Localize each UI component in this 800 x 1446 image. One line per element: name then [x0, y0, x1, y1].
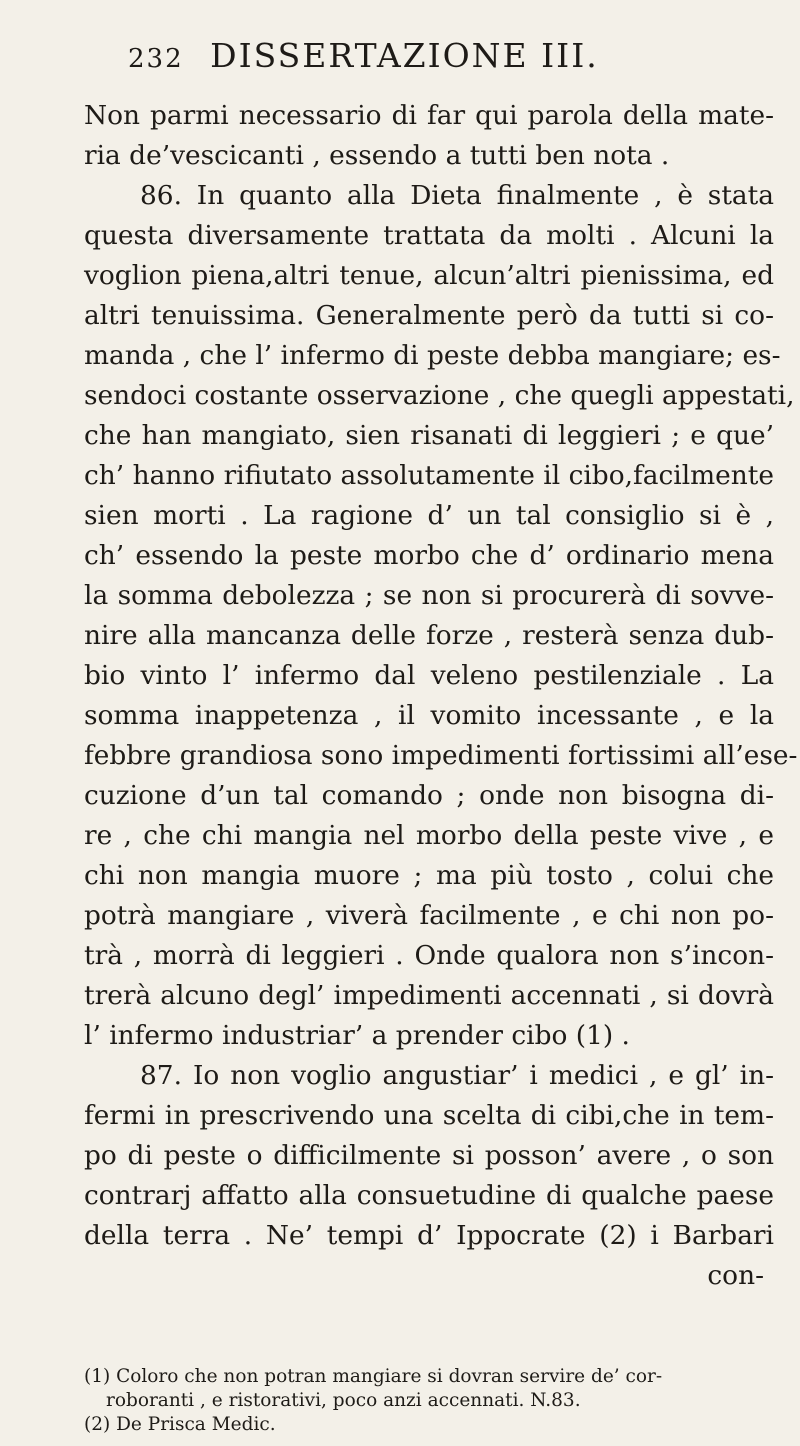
text-line: questa diversamente trattata da molti . Alcuni la [84, 220, 774, 251]
text-line: ria de’vescicanti , essendo a tutti ben nota . [84, 140, 670, 171]
footnote-line: (1) Coloro che non potran mangiare si dovran servire de’ cor- [84, 1366, 663, 1387]
text-line: fermi in prescrivendo una scelta di cibi,che in tem- [84, 1100, 774, 1131]
text-line: nire alla mancanza delle forze , resterà senza dub- [84, 620, 774, 651]
catchword: con- [707, 1260, 764, 1291]
text-line: somma inappetenza , il vomito incessante , e la [84, 700, 774, 731]
text-line: Non parmi necessario di far qui parola della mate- [84, 100, 774, 131]
text-line: ch’ hanno rifiutato assolutamente il cibo,facilmente [84, 460, 774, 491]
page-number: 232 [128, 44, 184, 74]
text-line: voglion piena,altri tenue, alcun’altri pienissima, ed [84, 260, 774, 291]
text-line: trà , morrà di leggieri . Onde qualora non s’incon- [84, 940, 774, 971]
text-line: re , che chi mangia nel morbo della peste vive , e [84, 820, 774, 851]
text-line: manda , che l’ infermo di peste debba mangiare; es- [84, 340, 781, 371]
text-line: 86. In quanto alla Dieta finalmente , è stata [140, 180, 774, 211]
text-line: po di peste o difficilmente si posson’ avere , o son [84, 1140, 774, 1171]
text-line: della terra . Ne’ tempi d’ Ippocrate (2) i Barbari [84, 1220, 774, 1251]
text-line: potrà mangiare , viverà facilmente , e chi non po- [84, 900, 774, 931]
text-line: contrarj affatto alla consuetudine di qualche paese [84, 1180, 774, 1211]
text-line: trerà alcuno degl’ impedimenti accennati , si dovrà [84, 980, 774, 1011]
text-line: sien morti . La ragione d’ un tal consiglio si è , [84, 500, 774, 531]
body-text [84, 96, 798, 1296]
text-line: altri tenuissima. Generalmente però da tutti si co- [84, 300, 774, 331]
text-line: chi non mangia muore ; ma più tosto , colui che [84, 860, 774, 891]
text-line: la somma debolezza ; se non si procurerà di sovve- [84, 580, 774, 611]
footnote-line: roboranti , e ristorativi, poco anzi accennati. N.83. [106, 1390, 581, 1411]
text-line: 87. Io non voglio angustiar’ i medici , e gl’ in- [140, 1060, 774, 1091]
text-line: l’ infermo industriar’ a prender cibo (1) . [84, 1020, 630, 1051]
text-line: bio vinto l’ infermo dal veleno pestilenziale . La [84, 660, 774, 691]
footnote-line: (2) De Prisca Medic. [84, 1414, 276, 1435]
text-line: ch’ essendo la peste morbo che d’ ordinario mena [84, 540, 774, 571]
running-header [128, 36, 768, 75]
text-line: che han mangiato, sien risanati di leggieri ; e que’ [84, 420, 774, 451]
text-line: sendoci costante osservazione , che quegli appestati, [84, 380, 795, 411]
running-title: DISSERTAZIONE III. [210, 36, 599, 75]
text-line: febbre grandiosa sono impedimenti fortissimi all’ese- [84, 740, 798, 771]
footnotes [84, 1365, 774, 1437]
text-line: cuzione d’un tal comando ; onde non bisogna di- [84, 780, 774, 811]
